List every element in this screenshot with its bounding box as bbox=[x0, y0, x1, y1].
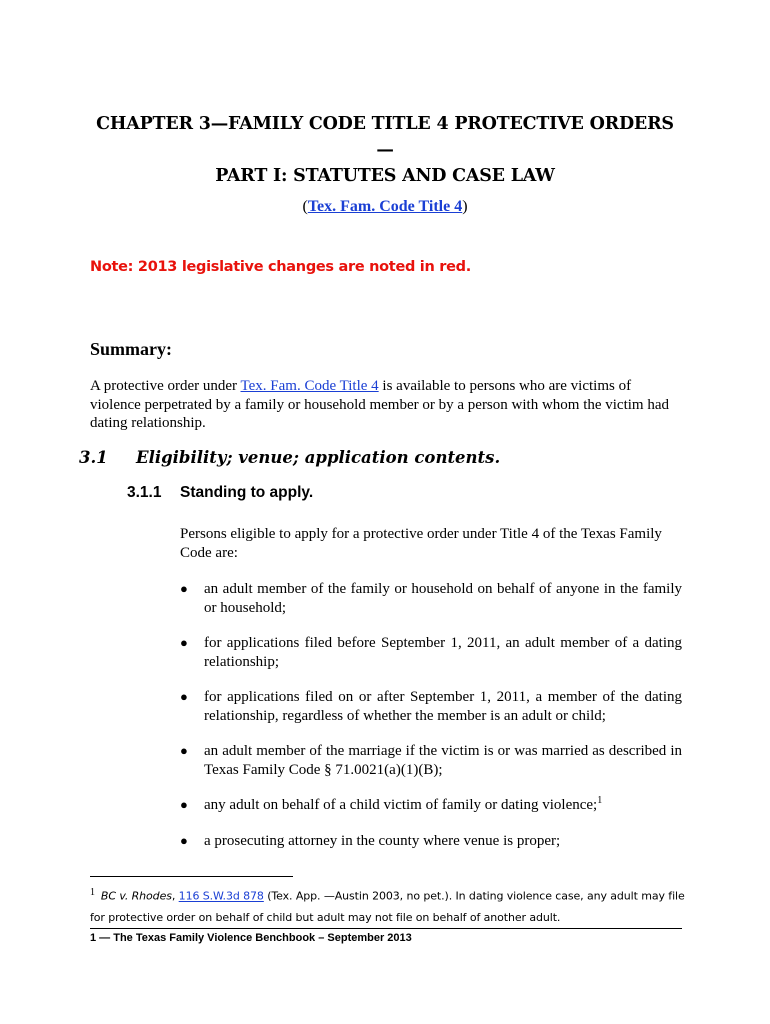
list-item bbox=[180, 742, 682, 779]
list-item bbox=[180, 688, 682, 725]
footnote-marker: 1 bbox=[90, 887, 95, 898]
code-reference bbox=[90, 198, 680, 216]
summary-paragraph bbox=[90, 377, 682, 433]
summary-text-before: A protective order under bbox=[90, 378, 241, 394]
section-number: 3.1 bbox=[79, 448, 108, 467]
eligibility-intro: Persons eligible to apply for a protective order under Title 4 of the Texas Family Code are: bbox=[180, 526, 662, 561]
list-item-text: any adult on behalf of a child victim of family or dating violence; bbox=[204, 797, 598, 813]
subsection-title: Standing to apply. bbox=[180, 484, 314, 501]
code-ref-open-paren: ( bbox=[302, 198, 308, 215]
list-item-text: an adult member of the family or household on behalf of anyone in the family or household; bbox=[204, 581, 682, 616]
bullet-icon: ● bbox=[180, 743, 188, 758]
bullet-icon: ● bbox=[180, 832, 188, 848]
footnote-divider bbox=[90, 876, 293, 877]
summary-heading: Summary: bbox=[90, 339, 172, 359]
summary-code-link[interactable]: Tex. Fam. Code Title 4 bbox=[240, 378, 379, 394]
section-heading bbox=[79, 448, 500, 467]
list-item-text: for applications filed before September 1, 2011, an adult member of a dating relationship; bbox=[204, 635, 682, 670]
subsection-heading bbox=[127, 484, 313, 502]
footer-divider bbox=[90, 928, 682, 929]
subsection-number: 3.1.1 bbox=[127, 484, 162, 501]
footnote-separator: , bbox=[171, 889, 179, 903]
bullet-icon: ● bbox=[180, 797, 188, 812]
list-item-text: for applications filed on or after September 1, 2011, a member of the dating relationship, regardless of whether the member is an adult or child; bbox=[204, 689, 682, 724]
chapter-title-line-1: CHAPTER 3—FAMILY CODE TITLE 4 PROTECTIVE ORDERS— bbox=[96, 114, 674, 160]
list-item bbox=[180, 580, 682, 617]
footnote bbox=[90, 882, 690, 928]
list-item bbox=[180, 796, 682, 815]
bullet-icon: ● bbox=[180, 635, 188, 650]
footnote-citation-link[interactable]: 116 S.W.3d 878 bbox=[178, 889, 264, 903]
section-title: Eligibility; venue; application contents. bbox=[136, 448, 501, 467]
eligibility-list bbox=[180, 580, 682, 867]
chapter-title bbox=[90, 111, 680, 189]
list-item bbox=[180, 634, 682, 671]
list-item bbox=[180, 832, 682, 851]
page-footer: 1 — The Texas Family Violence Benchbook – September 2013 bbox=[90, 932, 412, 944]
list-item-text: an adult member of the marriage if the victim is or was married as described in Texas Family Code § 71.0021(a)(1)(B); bbox=[204, 743, 682, 778]
bullet-icon: ● bbox=[180, 689, 188, 704]
footnote-text: (Tex. App. —Austin 2003, no pet.). In dating violence case, any adult may file for protective order on behalf of child but adult may not file on behalf of another adult. bbox=[90, 889, 685, 924]
list-item-text: a prosecuting attorney in the county where venue is proper; bbox=[204, 832, 561, 849]
bullet-icon: ● bbox=[180, 581, 188, 596]
summary-text-after: is available to persons who are victims of violence perpetrated by a family or household member or by a person with whom the victim had dating relationship. bbox=[90, 378, 670, 431]
footnote-reference[interactable]: 1 bbox=[597, 795, 603, 806]
legislative-note: Note: 2013 legislative changes are noted in red. bbox=[90, 259, 471, 275]
footnote-case-name: BC v. Rhodes bbox=[100, 889, 172, 903]
code-ref-link[interactable]: Tex. Fam. Code Title 4 bbox=[307, 198, 463, 215]
code-ref-close-paren: ) bbox=[462, 198, 468, 215]
chapter-title-line-2: PART I: STATUTES AND CASE LAW bbox=[215, 166, 555, 186]
